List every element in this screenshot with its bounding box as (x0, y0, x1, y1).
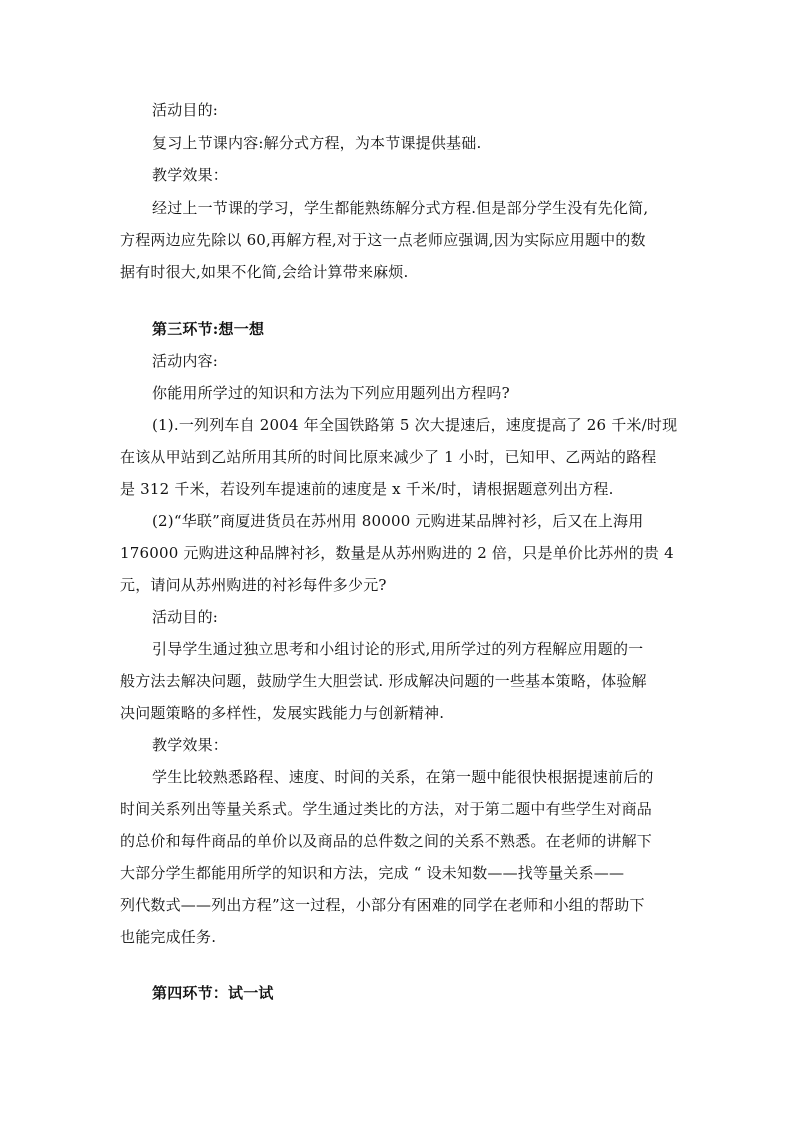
effect-line: 列代数式——列出方程”这一过程，小部分有困难的同学在老师和小组的帮助下 (120, 896, 645, 914)
content-label: 活动内容: (152, 352, 219, 370)
problem-2-line: 元，请问从苏州购进的衬衫每件多少元? (120, 576, 387, 594)
effect-line: 据有时很大,如果不化简,会给计算带来麻烦. (120, 263, 409, 281)
effect-line: 经过上一节课的学习，学生都能熟练解分式方程.但是部分学生没有先化简, (152, 199, 649, 217)
effect-line: 也能完成任务. (120, 928, 217, 946)
section-heading: 第四环节：试一试 (152, 984, 274, 1002)
effect-line: 学生比较熟悉路程、速度、时间的关系，在第一题中能很快根据提速前后的 (152, 768, 654, 786)
purpose-line: 般方法去解决问题，鼓励学生大胆尝试. 形成解决问题的一些基本策略，体验解 (120, 672, 647, 690)
effect-line: 的总价和每件商品的单价以及商品的总件数之间的关系不熟悉。在老师的讲解下 (120, 832, 653, 850)
effect-label: 教学效果： (152, 736, 229, 754)
purpose-line: 决问题策略的多样性，发展实践能力与创新精神. (120, 704, 445, 722)
problem-1-line: 在该从甲站到乙站所用其所的时间比原来减少了 1 小时，已知甲、乙两站的路程 (120, 448, 657, 466)
effect-line: 时间关系列出等量关系式。学生通过类比的方法，对于第二题中有些学生对商品 (120, 800, 653, 818)
section-heading: 第三环节:想一想 (152, 320, 265, 338)
effect-line: 大部分学生都能用所学的知识和方法，完成 “ 设未知数——找等量关系—— (120, 864, 625, 882)
effect-label: 教学效果： (152, 166, 229, 184)
purpose-label: 活动目的: (152, 608, 219, 626)
problem-1-line: (1).一列列车自 2004 年全国铁路第 5 次大提速后，速度提高了 26 千米/时现 (152, 416, 678, 434)
purpose-line: 引导学生通过独立思考和小组讨论的形式,用所学过的列方程解应用题的一 (152, 640, 644, 658)
purpose-text: 复习上节课内容:解分式方程，为本节课提供基础. (152, 134, 482, 152)
purpose-label: 活动目的: (152, 101, 219, 119)
problem-2-line: (2)“华联”商厦进货员在苏州用 80000 元购进某品牌衬衫，后又在上海用 (152, 512, 644, 530)
effect-line: 方程两边应先除以 60,再解方程,对于这一点老师应强调,因为实际应用题中的数 (120, 231, 646, 249)
problem-2-line: 176000 元购进这种品牌衬衫，数量是从苏州购进的 2 倍，只是单价比苏州的贵 4 (120, 544, 674, 562)
question-intro: 你能用所学过的知识和方法为下列应用题列出方程吗? (152, 384, 510, 402)
problem-1-line: 是 312 千米，若设列车提速前的速度是 x 千米/时，请根据题意列出方程. (120, 480, 614, 498)
